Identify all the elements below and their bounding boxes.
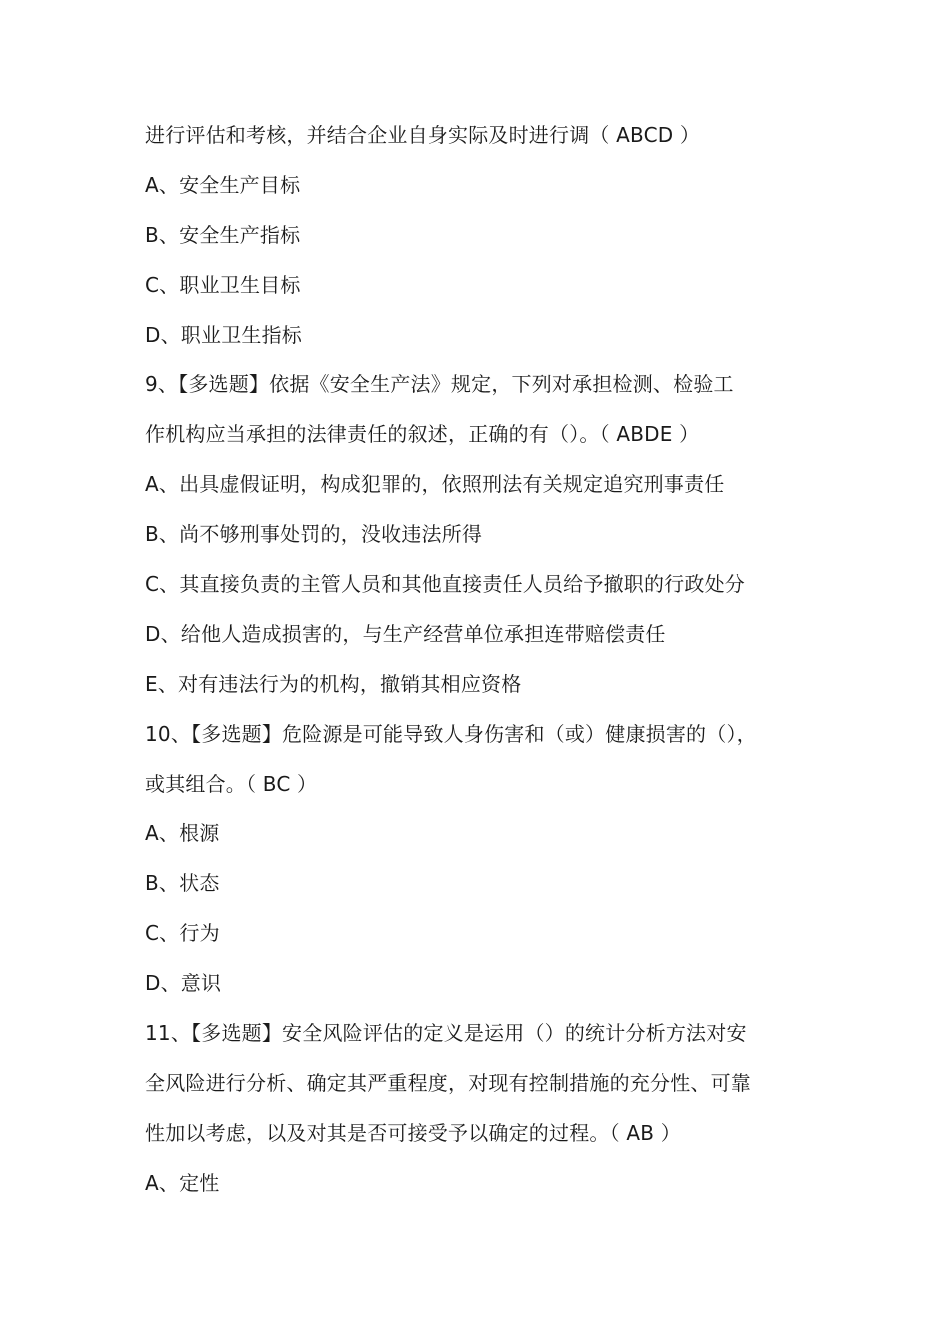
option-line: A、安全生产目标 (145, 172, 301, 197)
option-line: A、根源 (145, 821, 220, 846)
question-line: 9、【多选题】依据《安全生产法》规定，下列对承担检测、检验工 (145, 372, 734, 397)
option-line: B、安全生产指标 (145, 222, 301, 247)
question-line: 10、【多选题】危险源是可能导致人身伤害和（或）健康损害的（）， (145, 721, 757, 746)
question-line: 作机构应当承担的法律责任的叙述，正确的有（）。（ ABDE ） (145, 422, 700, 447)
question-line: 性加以考虑，以及对其是否可接受予以确定的过程。（ AB ） (145, 1120, 681, 1145)
option-line: D、给他人造成损害的，与生产经营单位承担连带赔偿责任 (145, 621, 666, 646)
option-line: C、其直接负责的主管人员和其他直接责任人员给予撤职的行政处分 (145, 572, 745, 597)
option-line: C、行为 (145, 921, 220, 946)
question-line: 全风险进行分析、确定其严重程度，对现有控制措施的充分性、可靠 (145, 1070, 751, 1095)
option-line: E、对有违法行为的机构，撤销其相应资格 (145, 671, 522, 696)
option-line: D、职业卫生指标 (145, 322, 303, 347)
document-body (145, 111, 825, 1209)
question-line: 或其组合。（ BC ） (145, 771, 318, 796)
option-line: A、定性 (145, 1170, 220, 1195)
text-line: 进行评估和考核，并结合企业自身实际及时进行调（ ABCD ） (145, 123, 701, 147)
option-line: A、出具虚假证明，构成犯罪的，依照刑法有关规定追究刑事责任 (145, 472, 725, 497)
option-line: D、意识 (145, 971, 222, 996)
question-line: 11、【多选题】安全风险评估的定义是运用（）的统计分析方法对安 (145, 1021, 747, 1046)
option-line: B、尚不够刑事处罚的，没收违法所得 (145, 522, 483, 547)
option-line: C、职业卫生目标 (145, 272, 301, 297)
option-line: B、状态 (145, 871, 220, 896)
